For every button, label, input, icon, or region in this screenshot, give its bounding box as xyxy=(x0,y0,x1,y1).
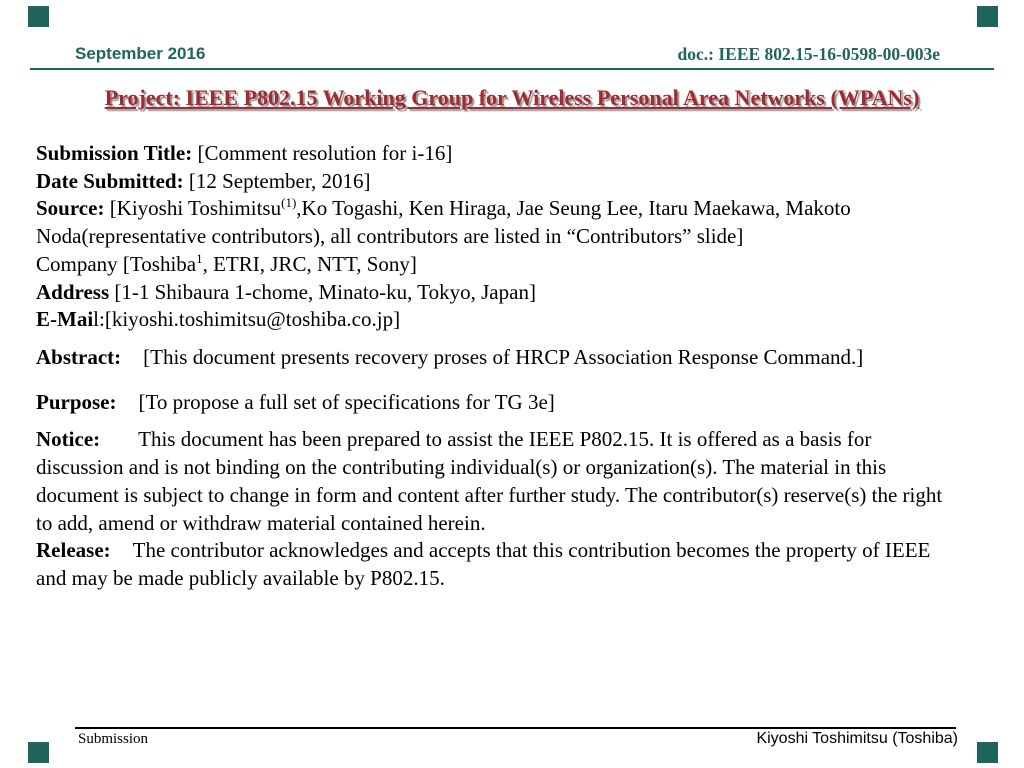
source-superscript: (1) xyxy=(281,195,297,211)
address-label: Address xyxy=(36,279,110,304)
corner-square-top-right xyxy=(977,6,998,27)
company-text-before-sup: Company [Toshiba xyxy=(36,251,197,276)
source-line xyxy=(36,195,958,250)
corner-square-bottom-left xyxy=(28,742,49,763)
release-label: Release: xyxy=(36,538,111,563)
abstract-line xyxy=(36,344,958,372)
date-submitted-line xyxy=(36,168,958,196)
company-superscript: 1 xyxy=(196,250,203,266)
submission-title-text: [Comment resolution for i-16] xyxy=(192,141,453,165)
corner-square-bottom-right xyxy=(977,742,998,763)
slide-body xyxy=(36,140,958,593)
address-line xyxy=(36,279,958,307)
submission-title-label: Submission Title: xyxy=(36,141,193,165)
email-line xyxy=(36,306,958,334)
address-text: [1-1 Shibaura 1-chome, Minato-ku, Tokyo, Japan] xyxy=(109,279,536,304)
header-date: September 2016 xyxy=(75,44,206,63)
footer-rule xyxy=(75,727,956,729)
corner-square-top-left xyxy=(28,6,49,27)
purpose-label: Purpose: xyxy=(36,389,117,414)
footer-submission-label: Submission xyxy=(78,731,149,747)
purpose-line xyxy=(36,389,958,417)
email-text: l:[kiyoshi.toshimitsu@toshiba.co.jp] xyxy=(93,307,401,332)
notice-label: Notice: xyxy=(36,427,101,452)
abstract-label: Abstract: xyxy=(36,345,122,370)
slide-title: Project: IEEE P802.15 Working Group for Wireless Personal Area Networks (WPANs) xyxy=(104,85,920,110)
email-label: E-Mai xyxy=(36,307,94,332)
footer-author: Kiyoshi Toshimitsu (Toshiba) xyxy=(756,730,958,747)
header-rule xyxy=(30,68,994,70)
abstract-text: [This document presents recovery proses of HRCP Association Response Command.] xyxy=(143,345,864,370)
date-submitted-text: [12 September, 2016] xyxy=(183,168,371,193)
header-doc-number: doc.: IEEE 802.15-16-0598-00-003e xyxy=(677,44,940,64)
submission-title-line xyxy=(36,140,958,168)
notice-text: This document has been prepared to assist the IEEE P802.15. It is offered as a basis for discussion and is not binding on the contributing individual(s) or organization(s). The material in this document is subject to change in form and content after further study. The contributor(s) reserve(s) the right to add, amend or withdraw material contained herein. xyxy=(36,427,943,535)
company-text-after-sup: , ETRI, JRC, NTT, Sony] xyxy=(202,251,417,276)
source-text-after-sup: ,Ko Togashi, Ken Hiraga, Jae Seung Lee, Itaru Maekawa, Makoto Noda(representative contributors), all contributors are listed in “Contributors” slide] xyxy=(36,196,851,249)
release-paragraph xyxy=(36,537,958,592)
source-label: Source: xyxy=(36,196,105,221)
notice-paragraph xyxy=(36,426,958,537)
company-line xyxy=(36,251,958,279)
date-submitted-label: Date Submitted: xyxy=(36,168,184,193)
source-text-before-sup: [Kiyoshi Toshimitsu xyxy=(104,196,282,221)
release-text: The contributor acknowledges and accepts that this contribution becomes the property of IEEE and may be made publicly available by P802.15. xyxy=(36,538,931,591)
purpose-text: [To propose a full set of specifications for TG 3e] xyxy=(138,389,555,414)
